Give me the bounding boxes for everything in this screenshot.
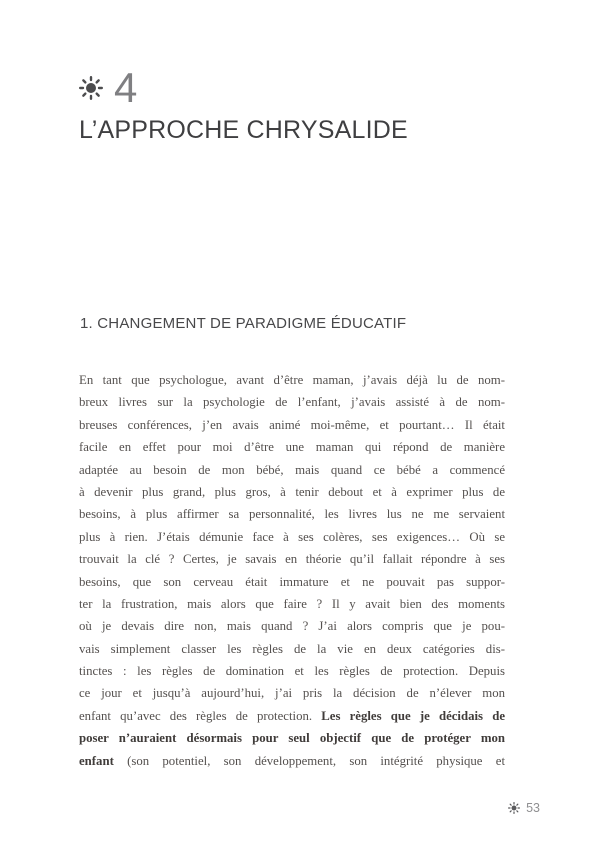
body-text-segment: tinctes : les règles de domination et les règles de protection. Depuis (79, 664, 505, 679)
paragraph-line (79, 436, 505, 458)
paragraph-line (79, 660, 505, 682)
paragraph-line (79, 727, 505, 749)
sun-icon (79, 76, 103, 100)
paragraph-line (79, 638, 505, 660)
paragraph-line (79, 593, 505, 615)
paragraph-line (79, 571, 505, 593)
paragraph-line (79, 391, 505, 413)
paragraph-line (79, 705, 505, 727)
body-text-segment: trouvait la clé ? Certes, je savais en théorie qu’il fallait répondre à ses (79, 552, 505, 567)
body-text-segment: besoins, que son cerveau était immature et ne pouvait pas suppor- (79, 574, 505, 589)
body-text-segment: facile en effet pour moi d’être une maman qui répond de manière (79, 440, 505, 455)
body-text-segment: breux livres sur la psychologie de l’enfant, j’avais assisté à de nom- (79, 395, 505, 410)
body-text-segment: ce jour et jusqu’à aujourd’hui, j’ai pris la décision de n’élever mon (79, 686, 505, 701)
body-text-segment: adaptée au besoin de mon bébé, mais quand ce bébé a commencé (79, 462, 505, 477)
chapter-header (79, 64, 138, 111)
paragraph-line (79, 615, 505, 637)
body-text-segment: ter la frustration, mais alors que faire ? Il y avait bien des moments (79, 596, 505, 611)
body-text-segment: plus à rien. J’étais démunie face à ses colères, ses exigences… Où se (79, 529, 505, 544)
body-text-segment: enfant qu’avec des règles de protection. (79, 708, 322, 723)
paragraph-line (79, 503, 505, 525)
page-footer (508, 801, 540, 815)
body-text-segment: besoins, à plus affirmer sa personnalité, les livres lus ne me servaient (79, 507, 505, 522)
paragraph-line (79, 414, 505, 436)
bold-text: enfant (79, 753, 114, 768)
body-text-segment: vais simplement classer les règles de la vie en deux catégories dis- (79, 641, 505, 656)
bold-text: Les règles que je décidais de (321, 708, 505, 723)
paragraph-line (79, 548, 505, 570)
body-paragraph (79, 369, 505, 772)
paragraph-line (79, 459, 505, 481)
body-text-segment: à devenir plus grand, plus gros, à tenir debout et à exprimer plus de (79, 484, 505, 499)
paragraph-line (79, 750, 505, 772)
body-text-segment: où je devais dire non, mais quand ? J’ai alors compris que je pou- (79, 619, 505, 634)
body-text-segment: (son potentiel, son développement, son intégrité physique et (113, 753, 505, 768)
paragraph-line (79, 682, 505, 704)
sun-icon (508, 802, 520, 814)
section-heading: 1. CHANGEMENT DE PARADIGME ÉDUCATIF (80, 315, 407, 332)
body-text-segment: breuses conférences, j’en avais animé moi-même, et pourtant… Il était (79, 417, 505, 432)
bold-text: poser n’auraient désormais pour seul objectif que de protéger mon (79, 731, 505, 746)
body-text-segment: En tant que psychologue, avant d’être maman, j’avais déjà lu de nom- (79, 373, 505, 387)
chapter-number: 4 (114, 64, 138, 111)
paragraph-line (79, 369, 505, 391)
paragraph-line (79, 526, 505, 548)
chapter-title: L’APPROCHE CHRYSALIDE (79, 116, 408, 144)
paragraph-line (79, 481, 505, 503)
page-number: 53 (526, 801, 540, 815)
